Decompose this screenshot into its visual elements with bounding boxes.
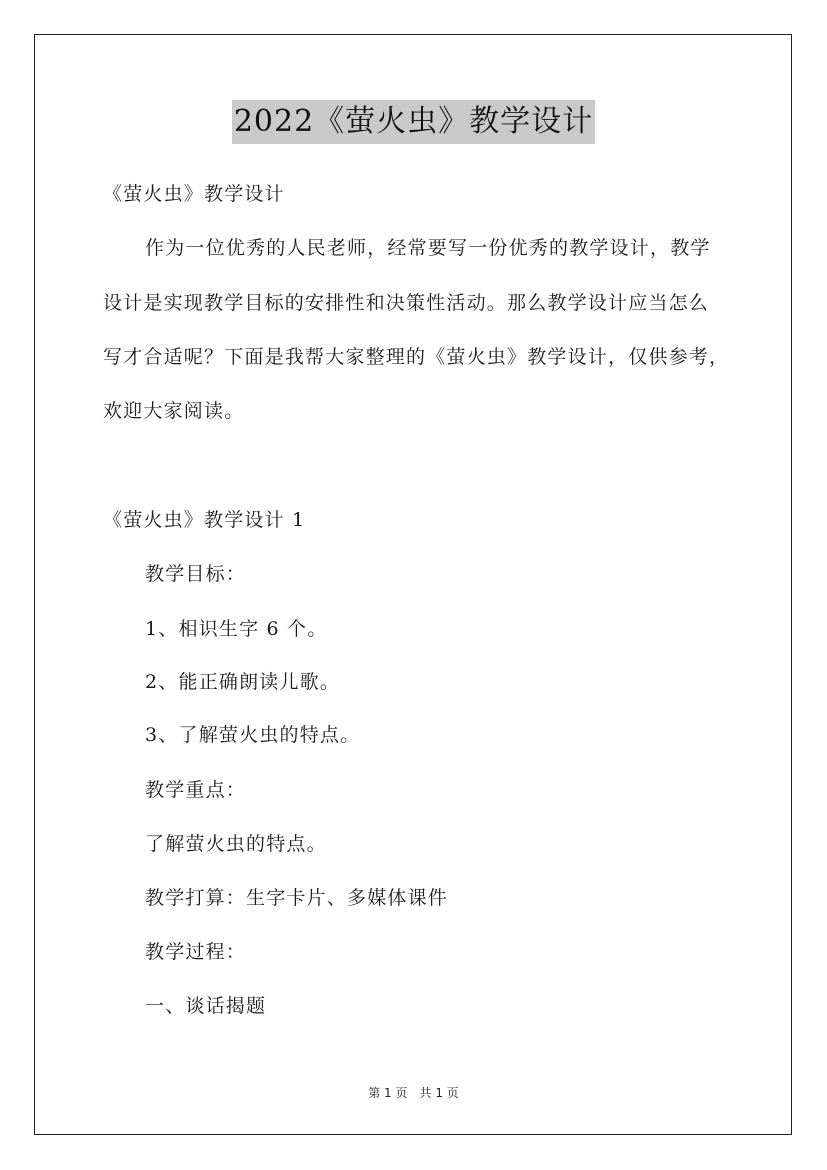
step-one-heading: 一、谈话揭题: [145, 995, 267, 1017]
document-subtitle: 《萤火虫》教学设计: [103, 183, 285, 205]
process-label: 教学过程：: [145, 941, 247, 963]
intro-line-3: 写才合适呢？下面是我帮大家整理的《萤火虫》教学设计，仅供参考，: [103, 346, 730, 368]
section-heading: 《萤火虫》教学设计 1: [103, 509, 306, 531]
intro-line-1: 作为一位优秀的人民老师，经常要写一份优秀的教学设计，教学: [145, 237, 711, 259]
objective-item-3: 3、了解萤火虫的特点。: [145, 724, 361, 746]
preparation-text: 教学打算：生字卡片、多媒体课件: [145, 887, 449, 909]
intro-line-4: 欢迎大家阅读。: [103, 400, 245, 422]
document-title: 2022《萤火虫》教学设计: [232, 100, 595, 144]
focus-text: 了解萤火虫的特点。: [145, 833, 327, 855]
objective-item-1: 1、相识生字 6 个。: [145, 618, 328, 640]
page-footer: 第 1 页 共 1 页: [368, 1086, 459, 1100]
objectives-label: 教学目标：: [145, 563, 247, 585]
intro-line-2: 设计是实现教学目标的安排性和决策性活动。那么教学设计应当怎么: [103, 292, 710, 314]
focus-label: 教学重点：: [145, 779, 247, 801]
objective-item-2: 2、能正确朗读儿歌。: [145, 671, 341, 693]
title-container: [0, 100, 827, 144]
